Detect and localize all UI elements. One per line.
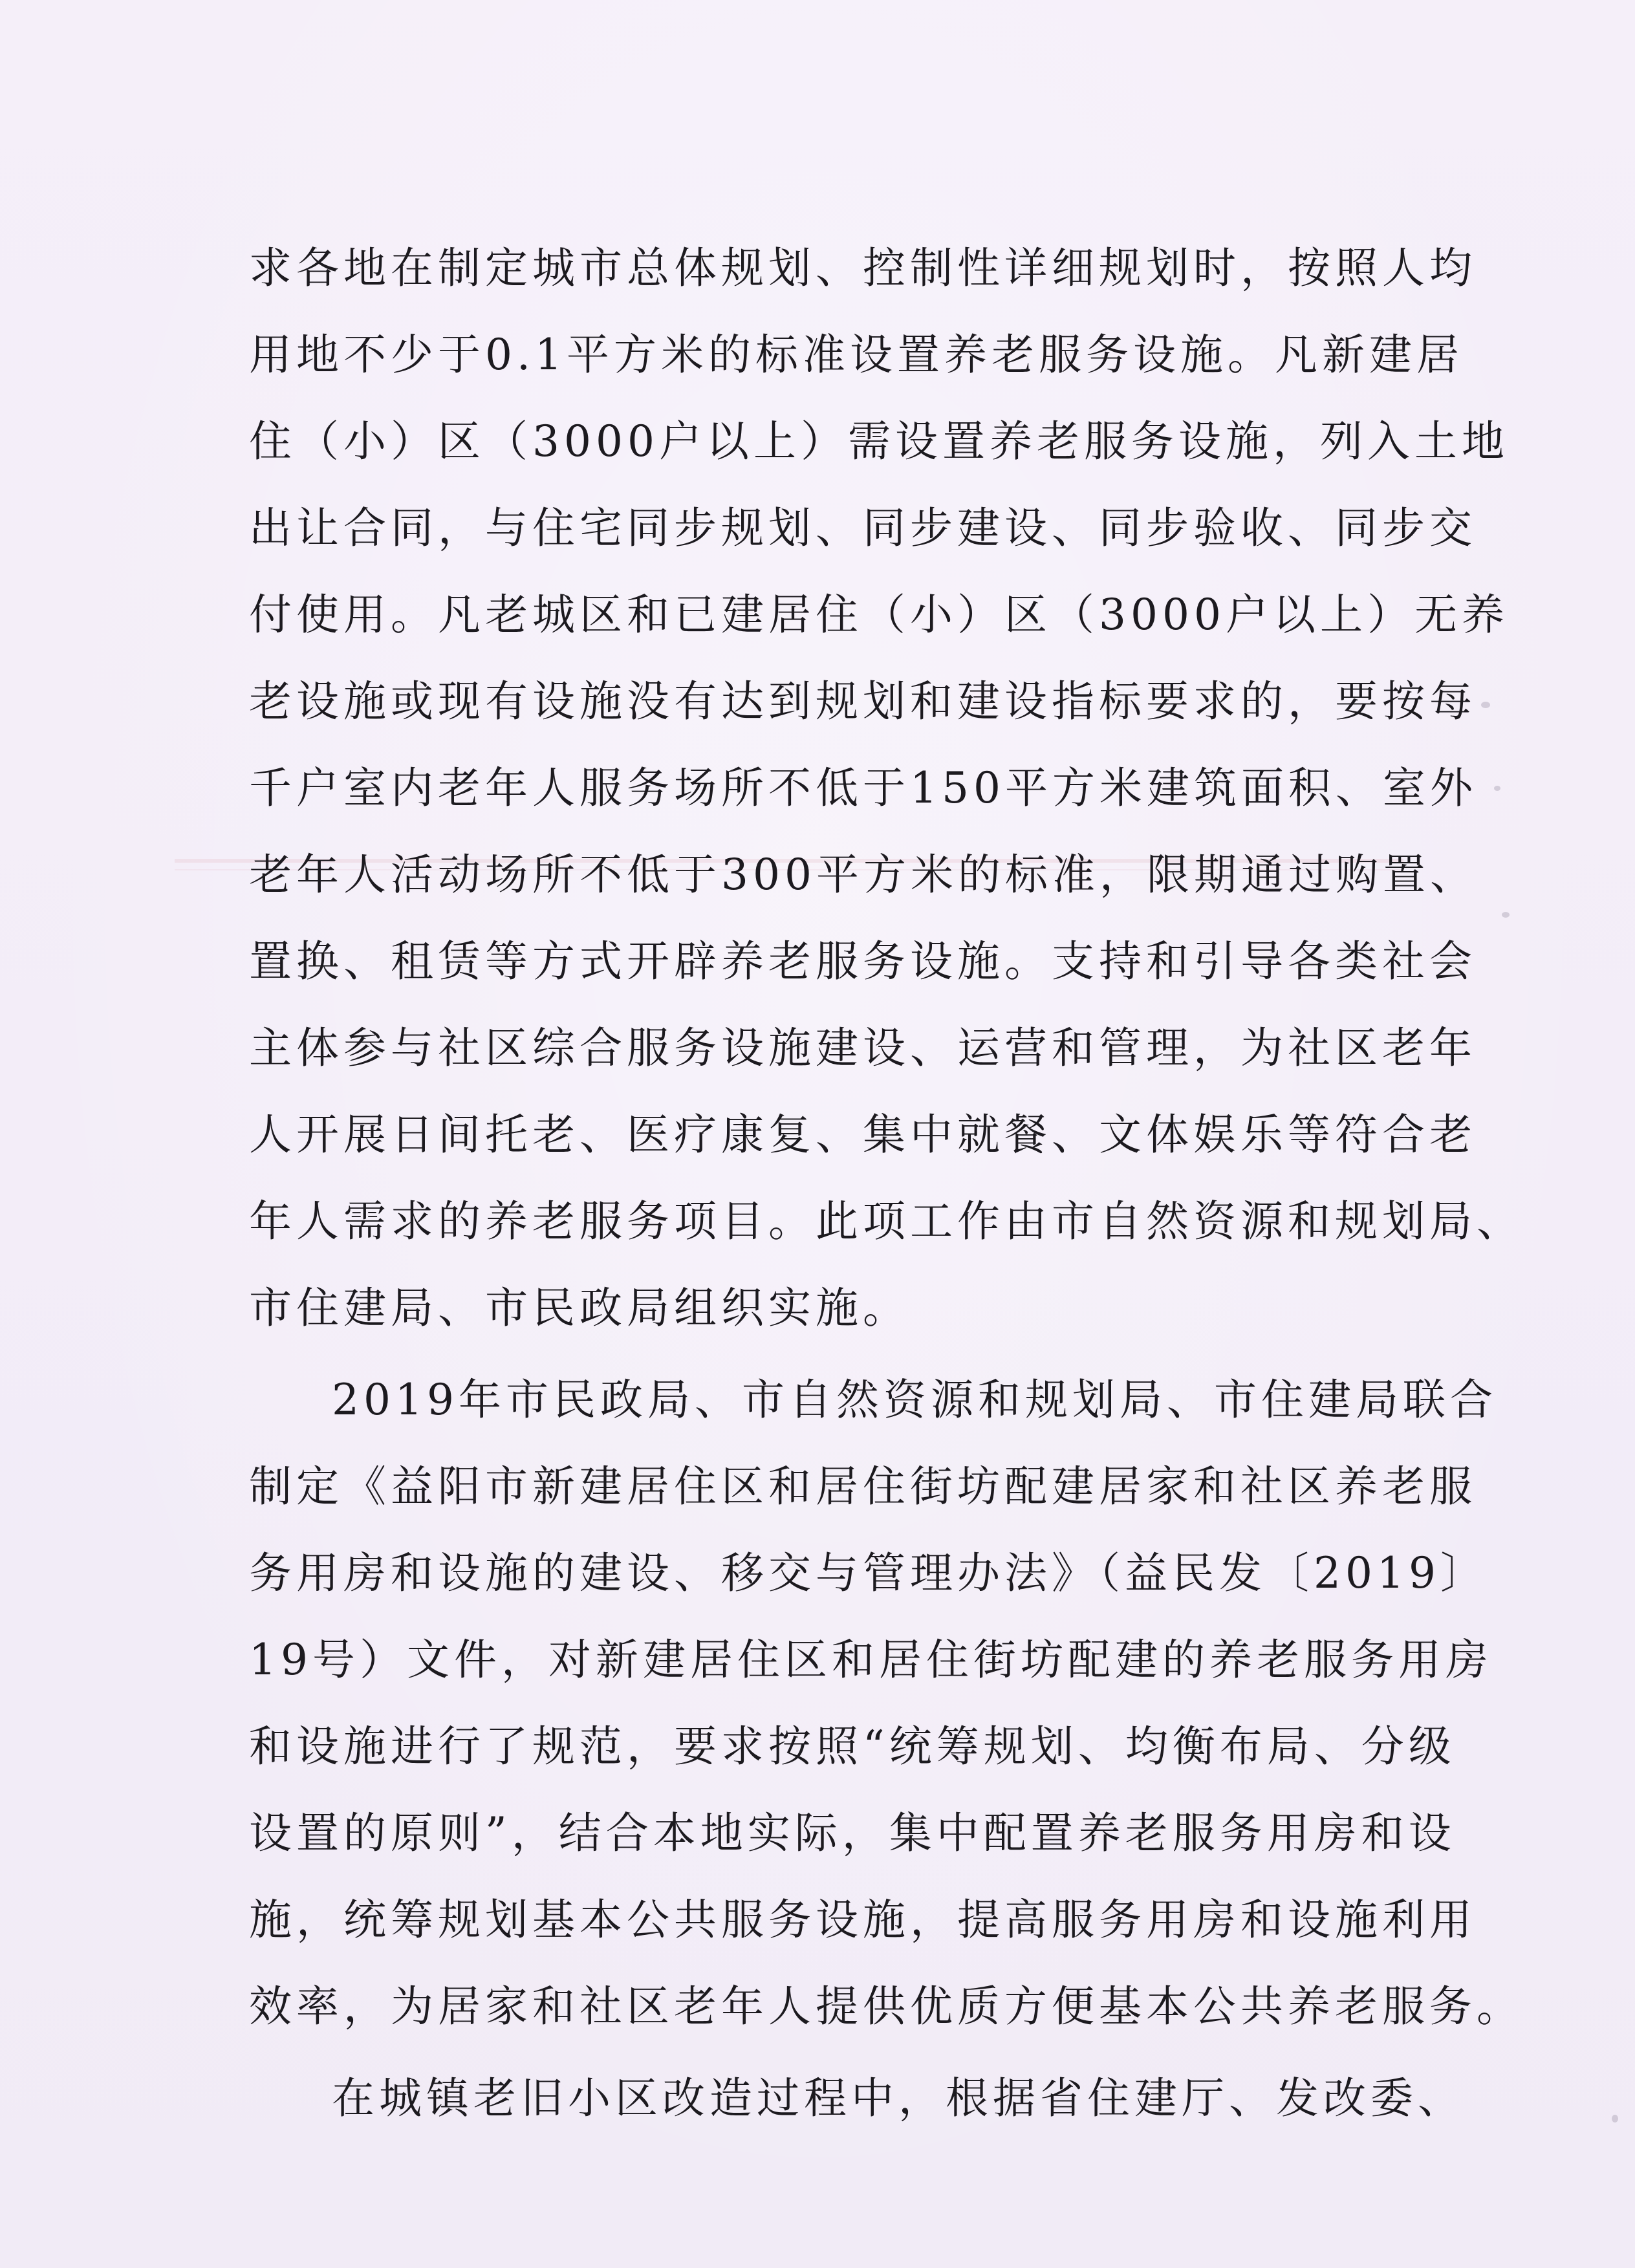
- text-line: 和设施进行了规范，要求按照“统筹规划、均衡布局、分级: [249, 1722, 1456, 1771]
- text-line: 效率，为居家和社区老年人提供优质方便基本公共养老服务。: [249, 1982, 1524, 2031]
- text-line: 置换、租赁等方式开辟养老服务设施。支持和引导各类社会: [249, 936, 1477, 986]
- text-line: 老设施或现有设施没有达到规划和建设指标要求的，要按每: [249, 676, 1477, 726]
- text-line: 千户室内老年人服务场所不低于150平方米建筑面积、室外: [249, 763, 1477, 813]
- text-line: 年人需求的养老服务项目。此项工作由市自然资源和规划局、: [249, 1196, 1524, 1246]
- text-line: 2019年市民政局、市自然资源和规划局、市住建局联合: [332, 1375, 1497, 1425]
- text-line: 人开展日间托老、医疗康复、集中就餐、文体娱乐等符合老: [249, 1110, 1477, 1160]
- text-line: 求各地在制定城市总体规划、控制性详细规划时，按照人均: [249, 243, 1477, 293]
- paragraph: [249, 2055, 1465, 2142]
- text-line: 在城镇老旧小区改造过程中，根据省住建厅、发改委、: [332, 2073, 1465, 2123]
- text-line: 19号）文件，对新建居住区和居住街坊配建的养老服务用房: [249, 1635, 1493, 1685]
- text-line: 施，统筹规划基本公共服务设施，提高服务用房和设施利用: [249, 1895, 1477, 1945]
- text-line: 住（小）区（3000户以上）需设置养老服务设施，列入土地: [249, 416, 1509, 466]
- scan-speck: [1612, 2115, 1618, 2122]
- scan-speck: [1494, 786, 1500, 791]
- paragraph: [249, 225, 1524, 1352]
- paragraph: [249, 1357, 1524, 2050]
- scan-speck: [1502, 912, 1510, 918]
- text-line: 市住建局、市民政局组织实施。: [249, 1283, 910, 1333]
- text-line: 付使用。凡老城区和已建居住（小）区（3000户以上）无养: [249, 590, 1509, 640]
- text-line: 务用房和设施的建设、移交与管理办法》（益民发〔2019〕: [249, 1548, 1488, 1598]
- text-line: 制定《益阳市新建居住区和居住街坊配建居家和社区养老服: [249, 1462, 1477, 1511]
- text-line: 出让合同，与住宅同步规划、同步建设、同步验收、同步交: [249, 503, 1477, 553]
- document-body: [249, 225, 1524, 2142]
- text-line: 老年人活动场所不低于300平方米的标准，限期通过购置、: [249, 850, 1477, 900]
- text-line: 用地不少于0.1平方米的标准设置养老服务设施。凡新建居: [249, 330, 1464, 380]
- scan-speck: [1481, 702, 1490, 708]
- text-line: 设置的原则”，结合本地实际，集中配置养老服务用房和设: [249, 1808, 1456, 1858]
- text-line: 主体参与社区综合服务设施建设、运营和管理，为社区老年: [249, 1023, 1477, 1073]
